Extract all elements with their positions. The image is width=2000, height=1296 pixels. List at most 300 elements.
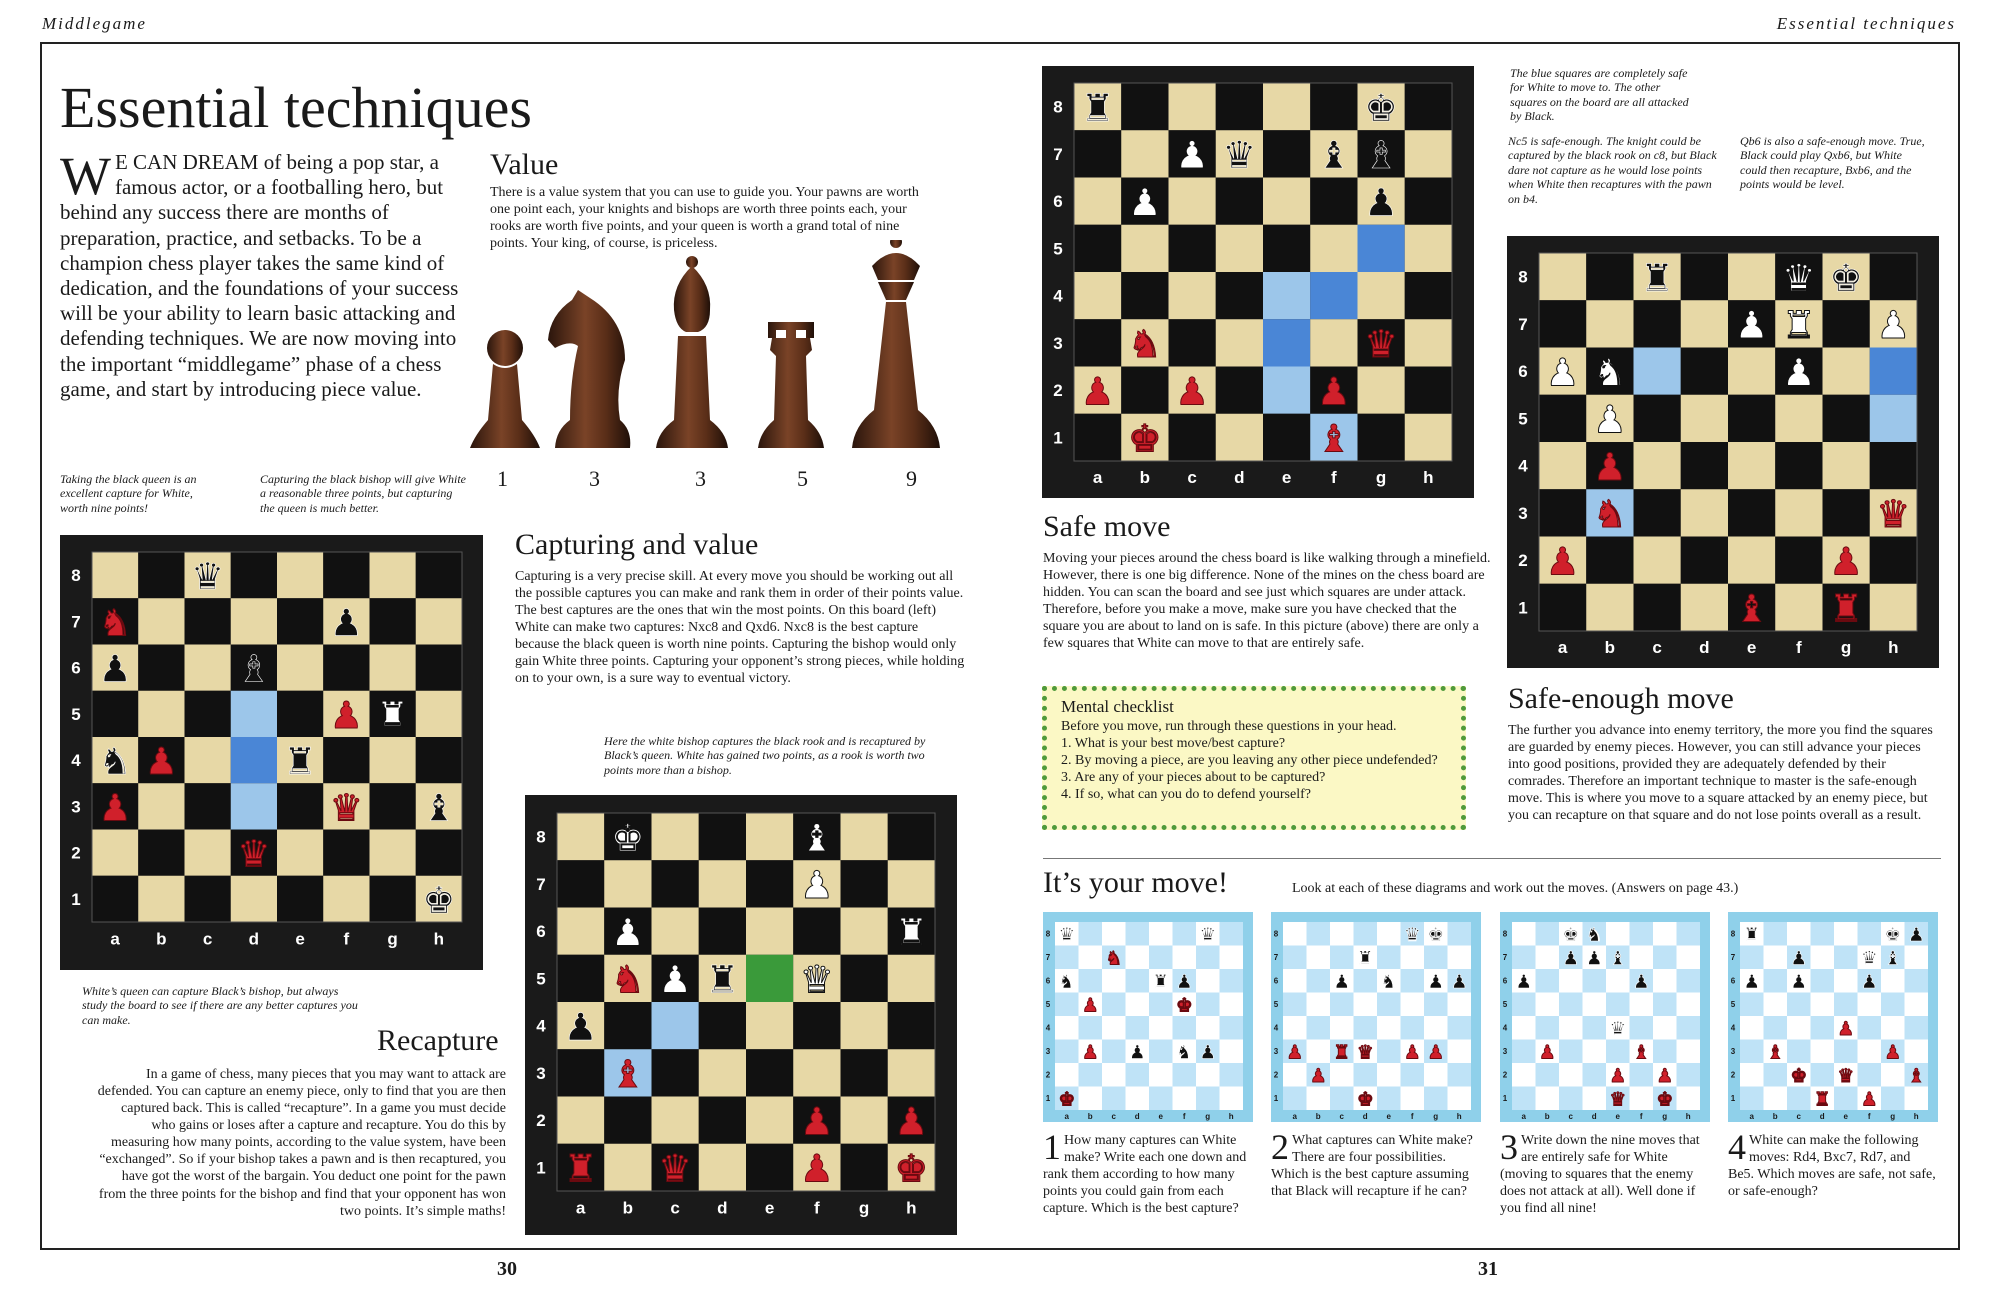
- square-a4: [1539, 442, 1586, 489]
- red-king-icon: ♚: [1127, 416, 1162, 461]
- file-label: c: [1652, 637, 1662, 657]
- square-d1: [231, 876, 277, 922]
- rank-label: 4: [1502, 1023, 1508, 1033]
- square-d4: [1126, 1016, 1150, 1040]
- square-h2: [1448, 1063, 1472, 1087]
- square-b4: [604, 1002, 651, 1049]
- square-g3: [841, 1049, 888, 1096]
- file-label: d: [1362, 1112, 1368, 1121]
- square-h3: [1405, 319, 1452, 366]
- square-c7: [185, 598, 231, 644]
- square-c4: [1330, 1016, 1354, 1040]
- white-rook-icon: ♜: [376, 693, 410, 737]
- rank-label: 6: [71, 658, 81, 678]
- value-text: There is a value system that you can use to guide you. Your pawns are worth one point each, your knights and bishops are worth three points each, your rooks are worth five points, and your queen is worth a grand total of nine points. Your king, of course, is priceless.: [490, 185, 919, 252]
- rank-label: 8: [1053, 97, 1063, 117]
- red-knight-icon: ♞: [1592, 492, 1627, 537]
- square-e6: [1728, 348, 1775, 395]
- square-b7: [1079, 946, 1103, 970]
- red-pawn-icon: ♟: [1403, 1042, 1421, 1064]
- square-c8: [1102, 922, 1126, 946]
- rank-label: 2: [1730, 1070, 1736, 1080]
- red-pawn-icon: ♟: [799, 1099, 834, 1144]
- square-e1: [1263, 414, 1310, 461]
- square-c3: [185, 783, 231, 829]
- square-h2: [1677, 1063, 1701, 1087]
- square-h5: [1677, 993, 1701, 1017]
- square-h6: [1870, 348, 1917, 395]
- file-label: g: [1890, 1112, 1896, 1121]
- rank-label: 6: [1273, 976, 1279, 986]
- square-b3: [1307, 1040, 1331, 1064]
- recapture-text: In a game of chess, many pieces that you may want to attack are defended. You can capture an enemy piece, only to find that you are then captured back. This is called “recapture”. In a game you must decide who gains or loses after a capture and recapture. You do this by measuring how many points, according to the value system, have been “exchanged”. So if your bishop takes a pawn and is then recaptured, you have got the worst of the bargain. You deduct one point for the pawn from the three points for the bishop and find that your opponent has won two points. It’s simple maths!: [97, 1067, 506, 1219]
- square-c4: [1634, 442, 1681, 489]
- square-b7: [604, 860, 651, 907]
- puzzle-number: 2: [1271, 1127, 1289, 1167]
- white-pawn-icon: ♟: [799, 863, 834, 908]
- black-pawn-icon: ♟: [1128, 1042, 1146, 1064]
- square-f3: [793, 1049, 840, 1096]
- square-a5: [1055, 993, 1079, 1017]
- board1-caption-bottom: White’s queen can capture Black’s bishop, but always study the board to see if there are any better captures you can make.: [82, 984, 358, 1027]
- square-h7: [888, 860, 935, 907]
- square-f7: [1630, 946, 1654, 970]
- rank-label: 4: [536, 1016, 546, 1036]
- square-e3: [1834, 1040, 1858, 1064]
- square-a1: [1512, 1087, 1536, 1111]
- square-c5: [1559, 993, 1583, 1017]
- square-f4: [323, 737, 369, 783]
- board3-svg: [1042, 66, 1474, 498]
- rank-label: 7: [1730, 953, 1736, 963]
- square-a6: [1074, 178, 1121, 225]
- square-g5: [1823, 395, 1870, 442]
- square-e1: [1149, 1087, 1173, 1111]
- rank-label: 7: [1053, 144, 1063, 164]
- queen-image: [852, 240, 940, 448]
- black-pawn-icon: ♟: [1860, 971, 1878, 993]
- square-e7: [1834, 946, 1858, 970]
- red-rook-icon: ♜: [1829, 586, 1864, 631]
- square-d8: [1811, 922, 1835, 946]
- square-e8: [277, 552, 323, 598]
- square-g4: [1424, 1016, 1448, 1040]
- square-c1: [1102, 1087, 1126, 1111]
- square-b5: [1536, 993, 1560, 1017]
- rank-label: 5: [1518, 409, 1528, 429]
- rank-label: 7: [1518, 314, 1528, 334]
- square-d2: [1216, 367, 1263, 414]
- black-queen-icon: ♛: [1222, 133, 1257, 178]
- square-g4: [1823, 442, 1870, 489]
- square-b4: [1079, 1016, 1103, 1040]
- square-a5: [557, 955, 604, 1002]
- red-queen-icon: ♛: [1837, 1065, 1855, 1087]
- square-b4: [1764, 1016, 1788, 1040]
- square-b2: [1764, 1063, 1788, 1087]
- square-f2: [1173, 1063, 1197, 1087]
- square-e1: [1377, 1087, 1401, 1111]
- white-pawn-icon: ♟: [1127, 180, 1162, 225]
- rank-label: 5: [536, 969, 546, 989]
- square-d7: [1126, 946, 1150, 970]
- red-pawn-icon: ♟: [1829, 539, 1864, 584]
- square-e7: [1149, 946, 1173, 970]
- file-label: b: [1087, 1112, 1093, 1121]
- square-g3: [1653, 1040, 1677, 1064]
- red-pawn-icon: ♟: [144, 740, 178, 783]
- square-e5: [1728, 395, 1775, 442]
- square-h7: [1448, 946, 1472, 970]
- file-label: d: [1234, 467, 1245, 487]
- square-g4: [1358, 272, 1405, 319]
- square-g4: [1196, 1016, 1220, 1040]
- black-knight-icon: ♞: [1175, 1042, 1193, 1064]
- square-c7: [1634, 300, 1681, 347]
- rank-label: 6: [536, 922, 546, 942]
- file-label: h: [1423, 467, 1434, 487]
- white-queen-icon: ♛: [1781, 255, 1816, 300]
- square-d3: [1216, 319, 1263, 366]
- puzzle1-text: [1043, 1127, 1253, 1217]
- square-f4: [1310, 272, 1357, 319]
- white-king-icon: ♚: [610, 815, 645, 860]
- square-e3: [1149, 1040, 1173, 1064]
- board3: [1042, 66, 1474, 498]
- square-e8: [1728, 253, 1775, 300]
- black-pawn-icon: ♟: [1562, 948, 1580, 970]
- square-g6: [370, 645, 416, 691]
- square-h7: [1405, 130, 1452, 177]
- puzzle4-board: [1728, 912, 1938, 1122]
- square-g6: [1653, 969, 1677, 993]
- red-queen-icon: ♛: [1876, 492, 1911, 537]
- square-b8: [1536, 922, 1560, 946]
- square-a1: [1539, 584, 1586, 631]
- square-b6: [1307, 969, 1331, 993]
- black-pawn-icon: ♟: [1333, 971, 1351, 993]
- square-d3: [1681, 489, 1728, 536]
- square-d7: [699, 860, 746, 907]
- square-a4: [1283, 1016, 1307, 1040]
- rook-image: [758, 322, 824, 448]
- red-queen-icon: ♛: [1364, 322, 1399, 367]
- square-a8: [1283, 922, 1307, 946]
- square-b7: [1764, 946, 1788, 970]
- rank-label: 8: [1730, 929, 1736, 939]
- square-a2: [1512, 1063, 1536, 1087]
- square-h8: [1405, 83, 1452, 130]
- square-e4: [1728, 442, 1775, 489]
- black-bishop-icon: ♝: [1884, 948, 1902, 970]
- file-label: h: [1456, 1112, 1462, 1121]
- black-bishop-icon: ♝: [422, 786, 456, 830]
- rank-label: 4: [1730, 1023, 1736, 1033]
- board3-caption: The blue squares are completely safe for White to move to. The other squares on the board are all attacked by Black.: [1510, 66, 1689, 124]
- file-label: a: [1064, 1112, 1069, 1121]
- red-king-icon: ♚: [1356, 1089, 1374, 1111]
- square-e5: [1606, 993, 1630, 1017]
- square-h6: [1405, 178, 1452, 225]
- square-b8: [1121, 83, 1168, 130]
- rank-label: 5: [1045, 1000, 1051, 1010]
- puzzle2-text: [1271, 1127, 1481, 1200]
- rank-label: 2: [1045, 1070, 1051, 1080]
- square-e1: [746, 1144, 793, 1191]
- square-c3: [652, 1049, 699, 1096]
- square-f6: [323, 645, 369, 691]
- square-g8: [1653, 922, 1677, 946]
- square-h4: [1677, 1016, 1701, 1040]
- board4: [1507, 236, 1939, 668]
- square-h2: [1405, 367, 1452, 414]
- your-move-intro: Look at each of these diagrams and work out the moves. (Answers on page 43.): [1292, 881, 1739, 896]
- rank-label: 2: [1273, 1070, 1279, 1080]
- square-d5: [1681, 395, 1728, 442]
- rank-label: 3: [1502, 1047, 1508, 1057]
- square-c7: [1330, 946, 1354, 970]
- square-e2: [1263, 367, 1310, 414]
- square-d8: [1126, 922, 1150, 946]
- square-h5: [1870, 395, 1917, 442]
- rank-label: 5: [1502, 1000, 1508, 1010]
- square-a4: [1074, 272, 1121, 319]
- square-b1: [1764, 1087, 1788, 1111]
- file-label: f: [1639, 1112, 1643, 1121]
- black-king-icon: ♚: [1562, 924, 1580, 946]
- page-number-left: 30: [497, 1258, 517, 1280]
- square-e6: [746, 908, 793, 955]
- square-h5: [416, 691, 462, 737]
- file-label: a: [1749, 1112, 1754, 1121]
- red-pawn-icon: ♟: [1081, 1042, 1099, 1064]
- square-e7: [1377, 946, 1401, 970]
- square-a7: [1074, 130, 1121, 177]
- square-c8: [652, 813, 699, 860]
- square-f2: [1858, 1063, 1882, 1087]
- square-g1: [841, 1144, 888, 1191]
- square-c2: [1330, 1063, 1354, 1087]
- red-bishop-icon: ♝: [610, 1052, 645, 1097]
- square-f6: [1310, 178, 1357, 225]
- square-g7: [841, 860, 888, 907]
- square-d4: [1583, 1016, 1607, 1040]
- red-pawn-icon: ♟: [1545, 539, 1580, 584]
- square-f8: [1173, 922, 1197, 946]
- red-pawn-icon: ♟: [1884, 1042, 1902, 1064]
- rank-label: 1: [1273, 1094, 1279, 1104]
- square-h4: [1448, 1016, 1472, 1040]
- square-e2: [1728, 537, 1775, 584]
- rank-label: 6: [1518, 362, 1528, 382]
- square-b4: [1307, 1016, 1331, 1040]
- file-label: c: [1111, 1112, 1116, 1121]
- square-g7: [1653, 946, 1677, 970]
- square-h4: [1870, 442, 1917, 489]
- black-rook-icon: ♜: [283, 740, 317, 783]
- puzzle-question: What captures can White make? There are four possibilities. Which is the best capture assuming that Black will recapture if he can?: [1271, 1133, 1473, 1200]
- square-b1: [1079, 1087, 1103, 1111]
- square-g1: [370, 876, 416, 922]
- square-g5: [1881, 993, 1905, 1017]
- page-title: Essential techniques: [60, 75, 532, 140]
- puzzle-question: How many captures can White make? Write each one down and rank them according to how many points you could gain from each capture. Which is the best capture?: [1043, 1133, 1247, 1217]
- rank-label: 4: [71, 751, 81, 771]
- square-b7: [1536, 946, 1560, 970]
- rank-label: 1: [1045, 1094, 1051, 1104]
- square-c1: [185, 876, 231, 922]
- red-pawn-icon: ♟: [1427, 1042, 1445, 1064]
- file-label: d: [248, 929, 260, 949]
- square-e1: [1834, 1087, 1858, 1111]
- rank-label: 1: [1730, 1094, 1736, 1104]
- square-f5: [1775, 395, 1822, 442]
- black-pawn-icon: ♟: [1175, 971, 1193, 993]
- square-c1: [1559, 1087, 1583, 1111]
- rank-label: 8: [71, 566, 81, 586]
- puzzle-number: 3: [1500, 1127, 1518, 1167]
- square-c6: [652, 908, 699, 955]
- square-h8: [1448, 922, 1472, 946]
- square-h5: [1220, 993, 1244, 1017]
- square-d4: [231, 737, 277, 783]
- black-pawn-icon: ♟: [1515, 971, 1533, 993]
- square-a7: [1539, 300, 1586, 347]
- square-f5: [1630, 993, 1654, 1017]
- square-f6: [1401, 969, 1425, 993]
- square-h5: [1905, 993, 1929, 1017]
- square-g5: [1196, 993, 1220, 1017]
- square-h8: [416, 552, 462, 598]
- file-label: g: [1840, 637, 1852, 657]
- square-d6: [1811, 969, 1835, 993]
- square-g2: [1196, 1063, 1220, 1087]
- square-b8: [1764, 922, 1788, 946]
- knight-points: 3: [589, 466, 600, 491]
- intro-paragraph: [60, 146, 472, 402]
- black-knight-icon: ♞: [98, 740, 132, 783]
- file-label: h: [1888, 637, 1899, 657]
- puzzle-number: 1: [1043, 1127, 1061, 1167]
- black-knight-icon: ♞: [1058, 971, 1076, 993]
- safe-enough-heading: Safe-enough move: [1508, 682, 1734, 715]
- square-e8: [1263, 83, 1310, 130]
- red-pawn-icon: ♟: [1860, 1089, 1878, 1111]
- square-f6: [793, 908, 840, 955]
- square-h4: [888, 1002, 935, 1049]
- square-e5: [1149, 993, 1173, 1017]
- board2-svg: [525, 795, 957, 1235]
- file-label: a: [1521, 1112, 1526, 1121]
- white-knight-icon: ♞: [1592, 350, 1627, 395]
- square-a2: [557, 1097, 604, 1144]
- square-a8: [92, 552, 138, 598]
- square-e4: [1263, 272, 1310, 319]
- board4-caption-right: Qb6 is also a safe-enough move. True, Black could play Qxb6, but White could then recapture, Bxb6, and the points would be level.: [1740, 134, 1925, 192]
- square-f3: [1775, 489, 1822, 536]
- square-b7: [1307, 946, 1331, 970]
- file-label: h: [1685, 1112, 1691, 1121]
- square-b2: [1079, 1063, 1103, 1087]
- square-b1: [604, 1144, 651, 1191]
- square-h8: [888, 813, 935, 860]
- square-e8: [1606, 922, 1630, 946]
- rank-label: 3: [1518, 503, 1528, 523]
- capturing-heading: Capturing and value: [515, 528, 759, 561]
- file-label: h: [433, 929, 445, 949]
- square-e7: [277, 598, 323, 644]
- square-d2: [699, 1097, 746, 1144]
- square-h4: [1905, 1016, 1929, 1040]
- square-g8: [370, 552, 416, 598]
- black-rook-icon: ♜: [1080, 85, 1115, 130]
- checklist-intro: Before you move, run through these questions in your head.: [1061, 718, 1397, 734]
- file-label: e: [295, 929, 305, 949]
- square-e5: [277, 691, 323, 737]
- rank-label: 1: [71, 889, 81, 909]
- square-c2: [1634, 537, 1681, 584]
- square-h2: [1870, 537, 1917, 584]
- file-label: d: [1819, 1112, 1825, 1121]
- square-d3: [231, 783, 277, 829]
- black-pawn-icon: ♟: [1585, 948, 1603, 970]
- file-label: f: [1796, 637, 1802, 657]
- rank-label: 5: [1730, 1000, 1736, 1010]
- file-label: b: [1544, 1112, 1550, 1121]
- square-g5: [1653, 993, 1677, 1017]
- square-c7: [652, 860, 699, 907]
- square-h3: [1220, 1040, 1244, 1064]
- square-d6: [1681, 348, 1728, 395]
- square-e5: [746, 955, 793, 1002]
- square-d7: [231, 598, 277, 644]
- square-f7: [1401, 946, 1425, 970]
- square-d1: [1216, 414, 1263, 461]
- square-e3: [1377, 1040, 1401, 1064]
- safe-move-text: Moving your pieces around the chess board is like walking through a minefield. However, there is one big difference. None of the mines on the chess board are hidden. You can scan the board and see just which squares are under attack. Therefore, before you make a move, make sure you have checked that the square you are about to land on is safe. In this picture (above) there are only a few squares that White can move to that are entirely safe.: [1043, 551, 1491, 652]
- square-e2: [1377, 1063, 1401, 1087]
- square-c3: [1559, 1040, 1583, 1064]
- square-c5: [1169, 225, 1216, 272]
- red-pawn-icon: ♟: [1609, 1065, 1627, 1087]
- file-label: g: [1375, 467, 1387, 487]
- square-c1: [1169, 414, 1216, 461]
- square-g2: [1881, 1063, 1905, 1087]
- square-e6: [277, 645, 323, 691]
- board2-caption: Here the white bishop captures the black rook and is recaptured by Black’s queen. White has gained two points, as a rook is worth two points more than a bishop.: [604, 734, 926, 777]
- rank-label: 7: [1273, 953, 1279, 963]
- rank-label: 6: [1730, 976, 1736, 986]
- square-g2: [370, 830, 416, 876]
- puzzle-question: Write down the nine moves that are entirely safe for White (moving to squares that the enemy does not attack at all). Well done if you find all nine!: [1500, 1133, 1700, 1217]
- red-pawn-icon: ♟: [1081, 995, 1099, 1017]
- red-pawn-icon: ♟: [1538, 1042, 1556, 1064]
- rank-label: 8: [1518, 267, 1528, 287]
- running-head-left: Middlegame: [42, 14, 147, 33]
- square-d7: [1811, 946, 1835, 970]
- square-c8: [1330, 922, 1354, 946]
- square-a2: [1283, 1063, 1307, 1087]
- square-b8: [138, 552, 184, 598]
- square-a4: [1055, 1016, 1079, 1040]
- rank-label: 2: [71, 843, 81, 863]
- square-e8: [1834, 922, 1858, 946]
- red-queen-icon: ♛: [237, 832, 271, 876]
- red-pawn-icon: ♟: [894, 1099, 929, 1144]
- file-label: b: [1772, 1112, 1778, 1121]
- square-g1: [1881, 1087, 1905, 1111]
- black-king-icon: ♚: [422, 878, 456, 922]
